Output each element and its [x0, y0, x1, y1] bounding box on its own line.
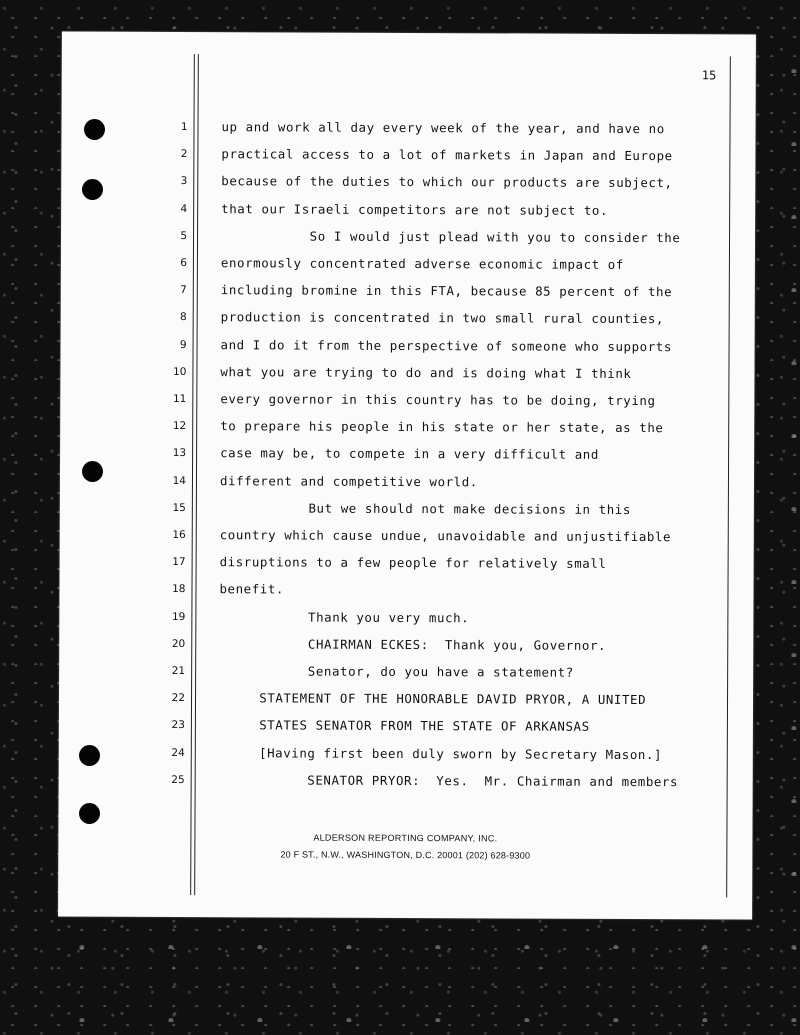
right-margin-rule	[726, 56, 731, 897]
transcript-line: STATEMENT OF THE HONORABLE DAVID PRYOR, A UNITED	[218, 690, 647, 708]
transcript-line: because of the duties to which our products are subject,	[221, 173, 673, 191]
page-number: 15	[701, 68, 717, 83]
line-number: 17	[172, 556, 186, 569]
line-number: 2	[180, 148, 188, 161]
transcript-line: enormously concentrated adverse economic impact of	[220, 255, 624, 272]
line-number: 9	[179, 338, 187, 351]
transcript-line: practical access to a lot of markets in Japan and Europe	[221, 146, 673, 164]
transcript-line: Senator, do you have a statement?	[219, 663, 574, 680]
transcript-line: that our Israeli competitors are not subject to.	[221, 200, 609, 218]
transcript-line: every governor in this country has to be doing, trying	[220, 391, 656, 409]
transcript-line: different and competitive world.	[219, 472, 478, 489]
line-number: 12	[172, 420, 187, 433]
line-number: 14	[172, 474, 187, 487]
transcript-line: and I do it from the perspective of someone who supports	[220, 336, 672, 354]
binder-hole-1	[84, 119, 105, 140]
transcript-line: up and work all day every week of the year, and have no	[221, 119, 665, 137]
footer-address: 20 F ST., N.W., WASHINGTON, D.C. 20001 (202) 628-9300	[280, 849, 531, 861]
binder-hole-5	[79, 803, 100, 824]
transcript-line: production is concentrated in two small rural counties,	[220, 309, 665, 327]
transcript-line: to prepare his people in his state or her state, as the	[220, 418, 664, 436]
line-number: 13	[172, 447, 187, 460]
footer-company: ALDERSON REPORTING COMPANY, INC.	[313, 832, 498, 844]
transcript-line: [Having first been duly sworn by Secretary Mason.]	[218, 744, 663, 762]
line-number: 4	[180, 202, 188, 215]
line-number: 1	[180, 121, 188, 134]
line-number: 15	[172, 501, 186, 514]
line-number: 19	[171, 610, 186, 623]
line-number: 23	[171, 719, 185, 732]
transcript-line: SENATOR PRYOR: Yes. Mr. Chairman and members	[218, 771, 679, 789]
line-number: 6	[180, 257, 187, 270]
transcript-line: So I would just plead with you to consider the	[221, 227, 681, 245]
line-number: 18	[172, 583, 186, 596]
binder-hole-3	[82, 461, 103, 482]
binder-hole-4	[79, 745, 100, 766]
line-number: 25	[171, 773, 185, 786]
left-margin-rule-inner	[194, 54, 199, 895]
line-number: 22	[171, 692, 186, 705]
transcript-line: country which cause undue, unavoidable and unjustifiable	[219, 527, 672, 545]
line-number: 24	[171, 746, 185, 759]
line-number: 5	[180, 229, 188, 242]
line-number: 20	[171, 637, 186, 650]
line-number: 21	[171, 664, 186, 678]
transcript-line: CHAIRMAN ECKES: Thank you, Governor.	[219, 635, 607, 653]
transcript-line: Thank you very much.	[219, 608, 470, 625]
transcript-line: what you are trying to do and is doing what I think	[220, 363, 632, 381]
transcript-line: case may be, to compete in a very difficult and	[220, 445, 599, 463]
transcript-line: STATES SENATOR FROM THE STATE OF ARKANSAS	[218, 717, 590, 735]
line-number: 7	[180, 284, 187, 297]
binder-hole-2	[82, 179, 103, 200]
transcript-line: disruptions to a few people for relatively small	[219, 554, 607, 572]
line-number: 8	[179, 311, 187, 324]
line-number: 10	[173, 365, 187, 378]
line-number: 16	[172, 528, 186, 542]
transcript-line: benefit.	[219, 581, 285, 597]
transcript-line: But we should not make decisions in this	[219, 499, 631, 517]
line-number: 11	[172, 392, 187, 406]
line-number: 3	[180, 175, 188, 188]
transcript-line: including bromine in this FTA, because 85 percent of the	[220, 282, 673, 300]
transcript-page	[58, 31, 756, 919]
